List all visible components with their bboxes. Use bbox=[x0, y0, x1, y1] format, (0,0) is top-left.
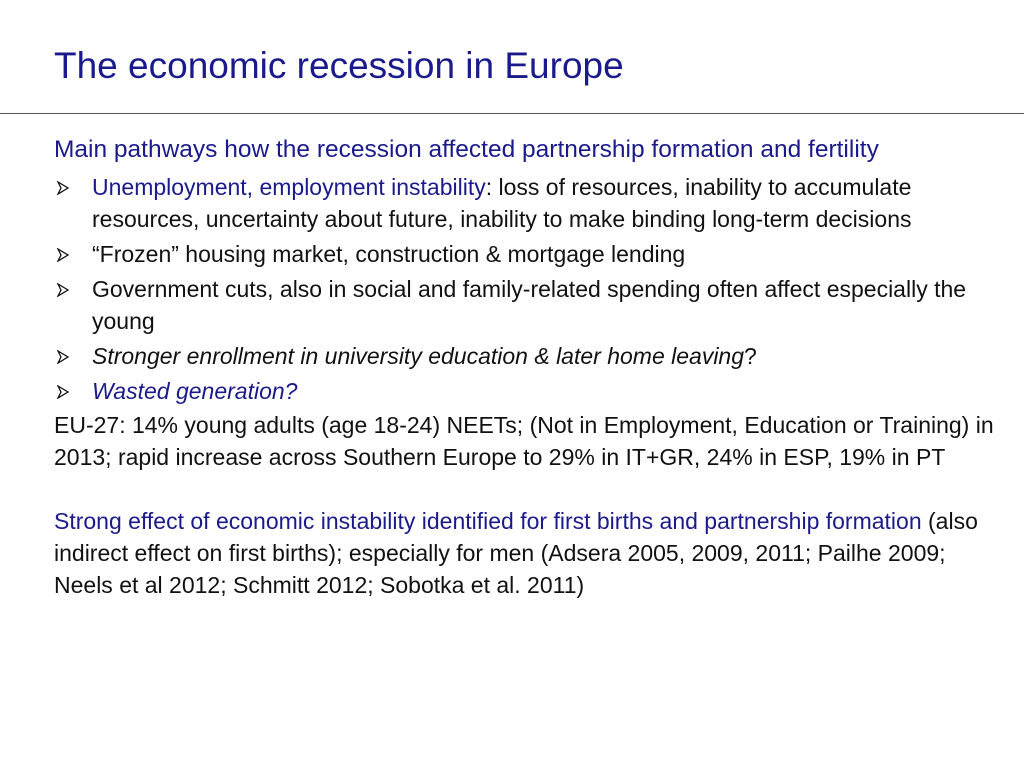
intro-heading: Main pathways how the recession affected partnership formation and fertility bbox=[54, 136, 879, 163]
conclusion-text: (also indirect effect on first births); especially for men (Adsera 2005, 2009, 2011; Pailhe 2009; Neels et al 2012; Schmitt 2012; Sobotka et al. 2011) bbox=[54, 508, 978, 598]
arrow-bullet-icon bbox=[54, 273, 78, 305]
bullet-lead: Wasted generation? bbox=[92, 378, 298, 404]
bullet-enrollment bbox=[54, 340, 1004, 372]
bullet-lead: Stronger enrollment in university education & later home leaving bbox=[92, 343, 745, 369]
arrow-bullet-icon bbox=[54, 238, 78, 270]
bullet-housing bbox=[54, 238, 1004, 270]
bullet-text: : loss of resources, inability to accumulate resources, uncertainty about future, inability to make binding long-term decisions bbox=[92, 174, 912, 232]
arrow-bullet-icon bbox=[54, 375, 78, 407]
slide-body bbox=[54, 132, 1004, 601]
arrow-bullet-icon bbox=[54, 340, 78, 372]
bullet-government-cuts bbox=[54, 273, 1004, 337]
title-divider bbox=[0, 113, 1024, 114]
slide-title: The economic recession in Europe bbox=[54, 45, 624, 86]
bullet-text: Government cuts, also in social and family-related spending often affect especially the young bbox=[92, 276, 967, 334]
bullet-wasted-generation bbox=[54, 375, 1004, 407]
conclusion-paragraph bbox=[54, 505, 1004, 601]
bullet-text: ? bbox=[744, 343, 757, 369]
bullet-unemployment bbox=[54, 171, 1004, 235]
bullet-text: “Frozen” housing market, construction & mortgage lending bbox=[92, 241, 686, 267]
neet-paragraph: EU-27: 14% young adults (age 18-24) NEETs; (Not in Employment, Education or Training) in 2013; rapid increase across Southern Europe to 29% in IT+GR, 24% in ESP, 19% in PT bbox=[54, 412, 994, 470]
conclusion-lead: Strong effect of economic instability identified for first births and partnership formation bbox=[54, 508, 922, 534]
arrow-bullet-icon bbox=[54, 171, 78, 203]
bullet-lead: Unemployment, employment instability bbox=[92, 174, 486, 200]
